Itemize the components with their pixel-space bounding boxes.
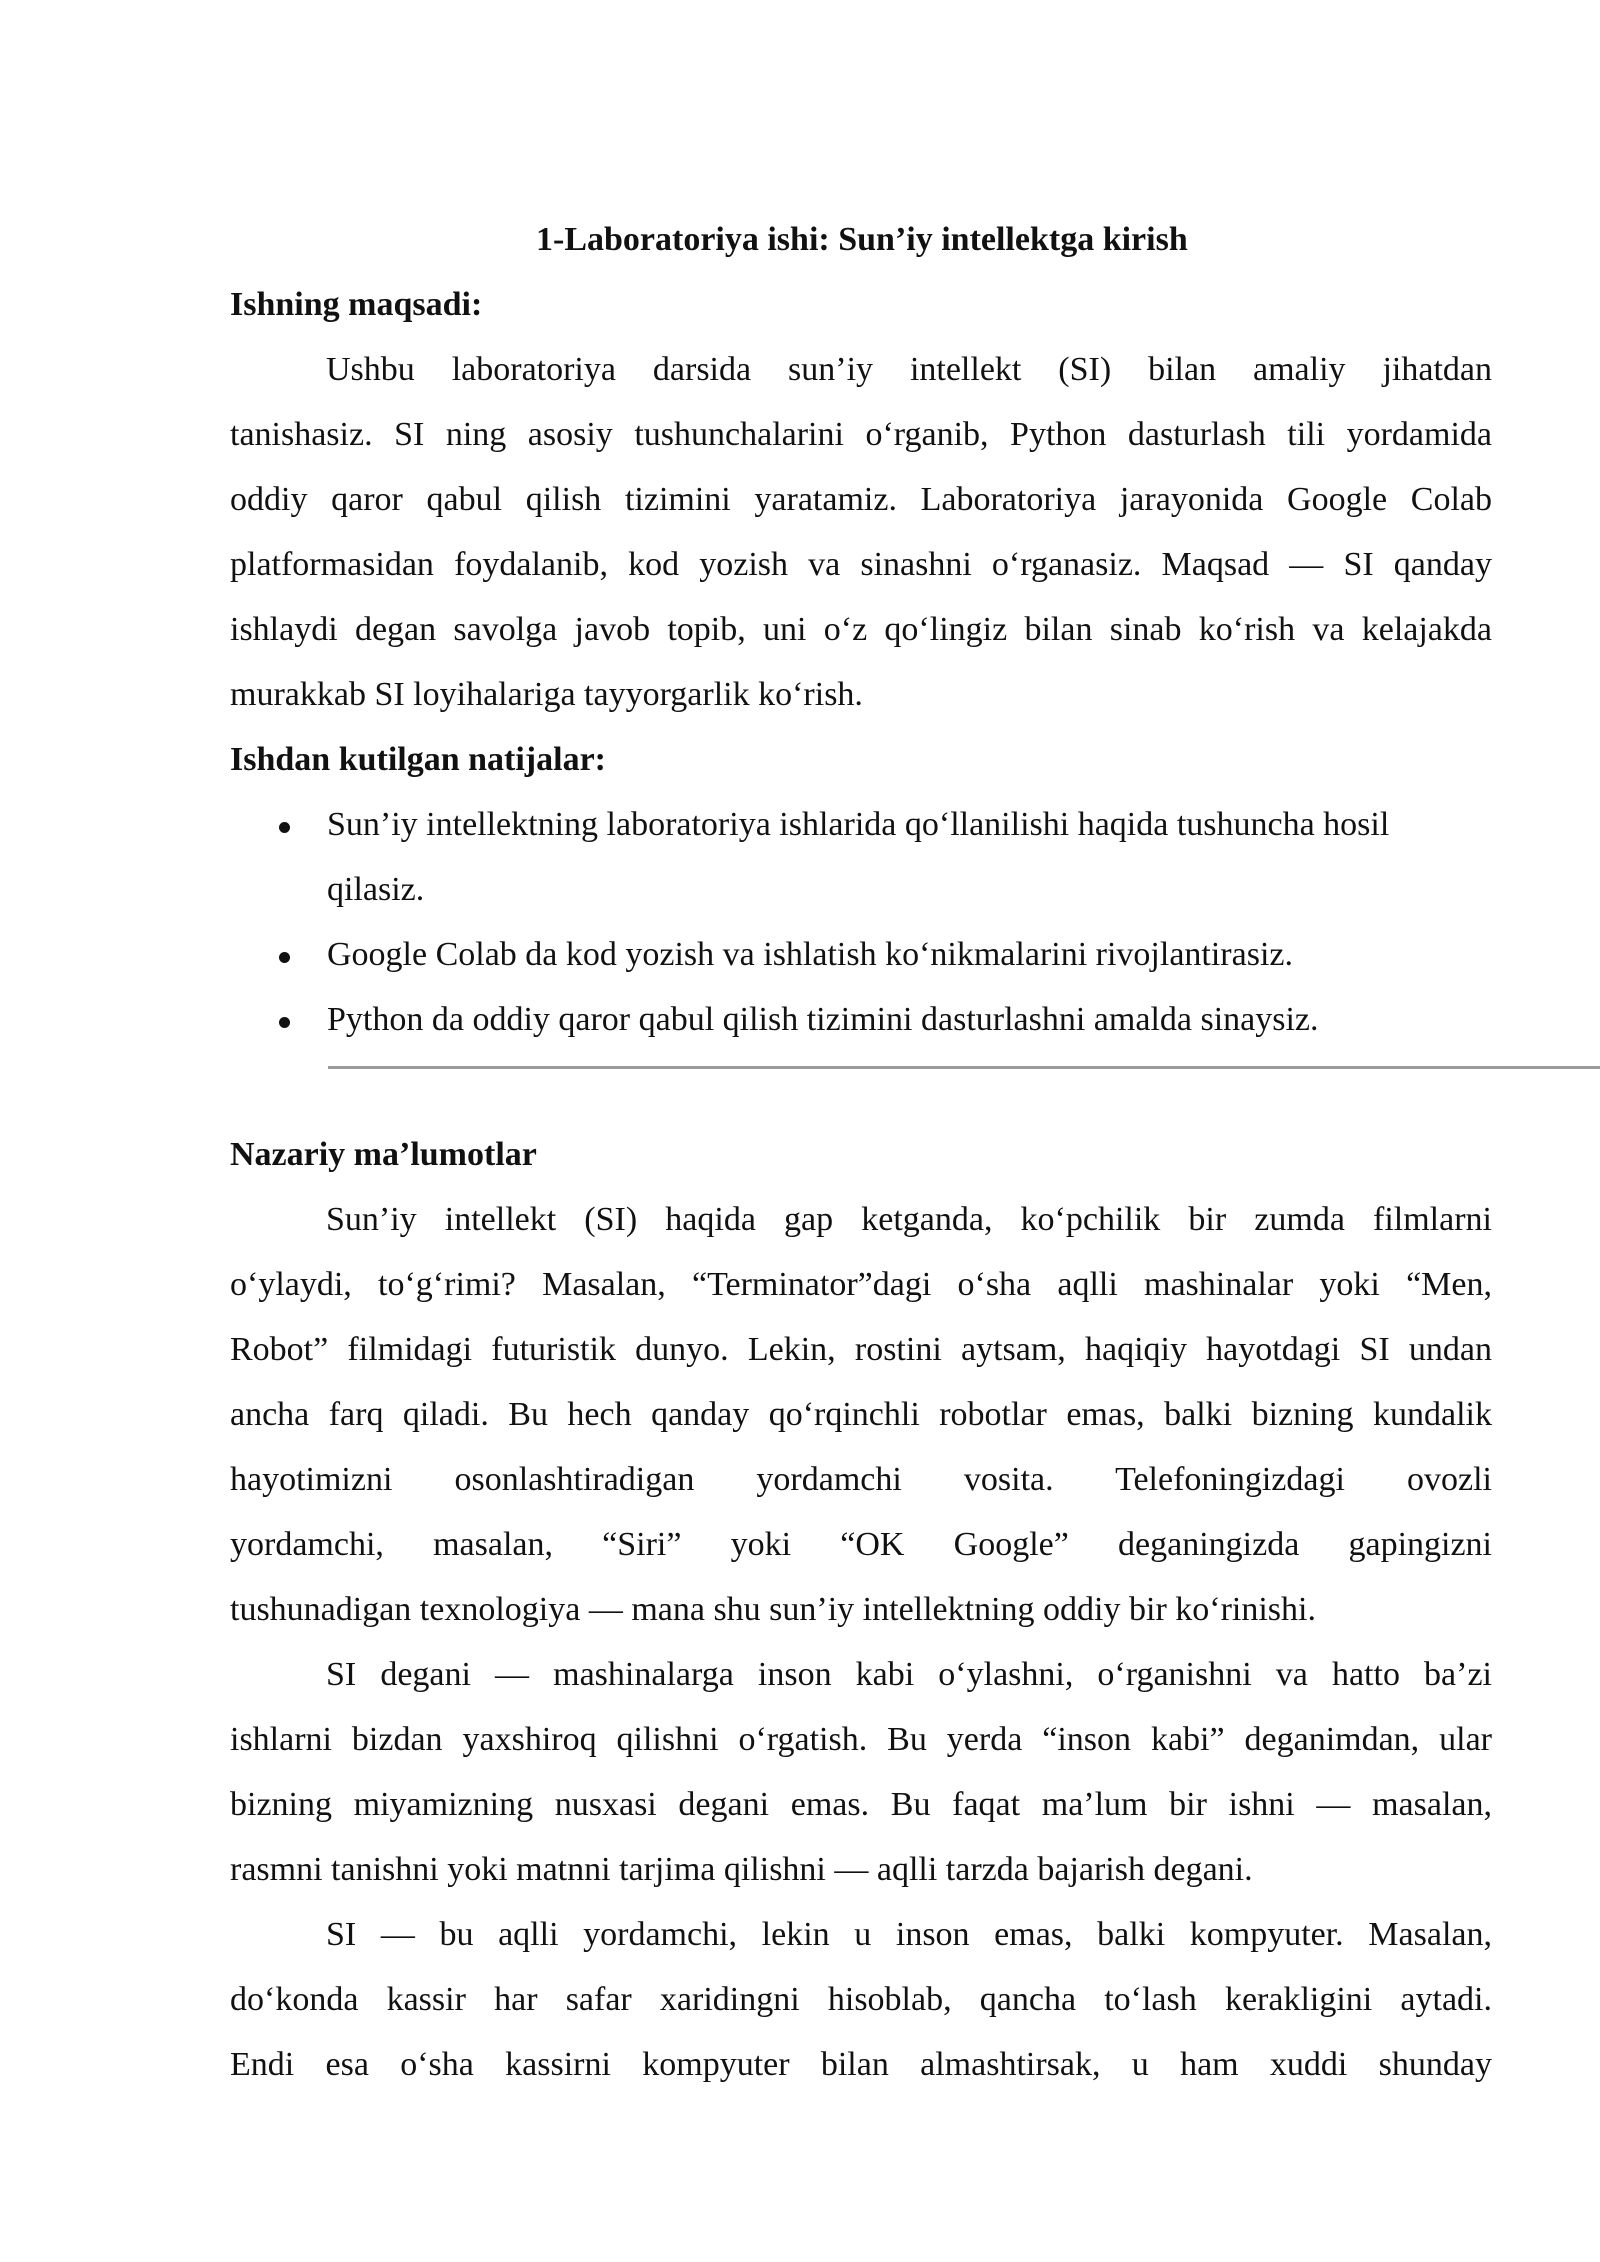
theory-text-line: ishlarni bizdan yaxshiroq qilishni o‘rgatish. Bu yerda “inson kabi” deganimdan, ular	[230, 1721, 1492, 1758]
goal-text-line: Ushbu laboratoriya darsida sun’iy intellekt (SI) bilan amaliy jihatdan	[326, 351, 1492, 388]
theory-text-line: o‘ylaydi, to‘g‘rimi? Masalan, “Terminator”dagi o‘sha aqlli mashinalar yoki “Men,	[230, 1266, 1492, 1303]
goal-text-line: platformasidan foydalanib, kod yozish va sinashni o‘rganasiz. Maqsad — SI qanday	[230, 546, 1492, 583]
theory-text-line: Robot” filmidagi futuristik dunyo. Lekin, rostini aytsam, haqiqiy hayotdagi SI undan	[230, 1331, 1492, 1368]
theory-text-line: bizning miyamizning nusxasi degani emas. Bu faqat ma’lum bir ishni — masalan,	[230, 1786, 1492, 1823]
bullet-item-text: Sun’iy intellektning laboratoriya ishlarida qo‘llanilishi haqida tushuncha hosil	[327, 806, 1390, 843]
theory-text-line: SI — bu aqlli yordamchi, lekin u inson emas, balki kompyuter. Masalan,	[326, 1916, 1492, 1953]
theory-text-line: ancha farq qiladi. Bu hech qanday qo‘rqinchli robotlar emas, balki bizning kundalik	[230, 1396, 1492, 1433]
theory-text-line: hayotimizni osonlashtiradigan yordamchi vosita. Telefoningizdagi ovozli	[230, 1461, 1492, 1498]
horizontal-divider	[328, 1066, 1600, 1069]
bullet-item-text: qilasiz.	[327, 871, 425, 908]
goal-text-line: ishlaydi degan savolga javob topib, uni o‘z qo‘lingiz bilan sinab ko‘rish va kelajakda	[230, 611, 1492, 648]
goal-text-line: murakkab SI loyihalariga tayyorgarlik ko‘rish.	[230, 676, 863, 713]
theory-text-line: rasmni tanishni yoki matnni tarjima qilishni — aqlli tarzda bajarish degani.	[230, 1851, 1253, 1888]
theory-text-line: Sun’iy intellekt (SI) haqida gap ketganda, ko‘pchilik bir zumda filmlarni	[326, 1201, 1492, 1238]
goal-heading: Ishning maqsadi:	[230, 286, 483, 323]
goal-text-line: oddiy qaror qabul qilish tizimini yaratamiz. Laboratoriya jarayonida Google Colab	[230, 481, 1492, 518]
theory-heading: Nazariy ma’lumotlar	[230, 1136, 537, 1173]
theory-text-line: yordamchi, masalan, “Siri” yoki “OK Google” deganingizda gapingizni	[230, 1526, 1492, 1563]
theory-text-line: SI degani — mashinalarga inson kabi o‘ylashni, o‘rganishni va hatto ba’zi	[326, 1656, 1492, 1693]
theory-text-line: do‘konda kassir har safar xaridingni hisoblab, qancha to‘lash kerakligini aytadi.	[230, 1981, 1492, 2018]
bullet-icon	[279, 1017, 290, 1028]
bullet-item-text: Google Colab da kod yozish va ishlatish ko‘nikmalarini rivojlantirasiz.	[327, 936, 1293, 973]
page-title: 1-Laboratoriya ishi: Sun’iy intellektga kirish	[536, 221, 1188, 258]
bullet-icon	[279, 822, 290, 833]
theory-text-line: tushunadigan texnologiya — mana shu sun’iy intellektning oddiy bir ko‘rinishi.	[230, 1591, 1316, 1628]
theory-text-line: Endi esa o‘sha kassirni kompyuter bilan almashtirsak, u ham xuddi shunday	[230, 2046, 1492, 2083]
results-heading: Ishdan kutilgan natijalar:	[230, 741, 606, 778]
goal-text-line: tanishasiz. SI ning asosiy tushunchalarini o‘rganib, Python dasturlash tili yordamida	[230, 416, 1492, 453]
bullet-icon	[279, 952, 290, 963]
bullet-item-text: Python da oddiy qaror qabul qilish tizimini dasturlashni amalda sinaysiz.	[327, 1001, 1319, 1038]
